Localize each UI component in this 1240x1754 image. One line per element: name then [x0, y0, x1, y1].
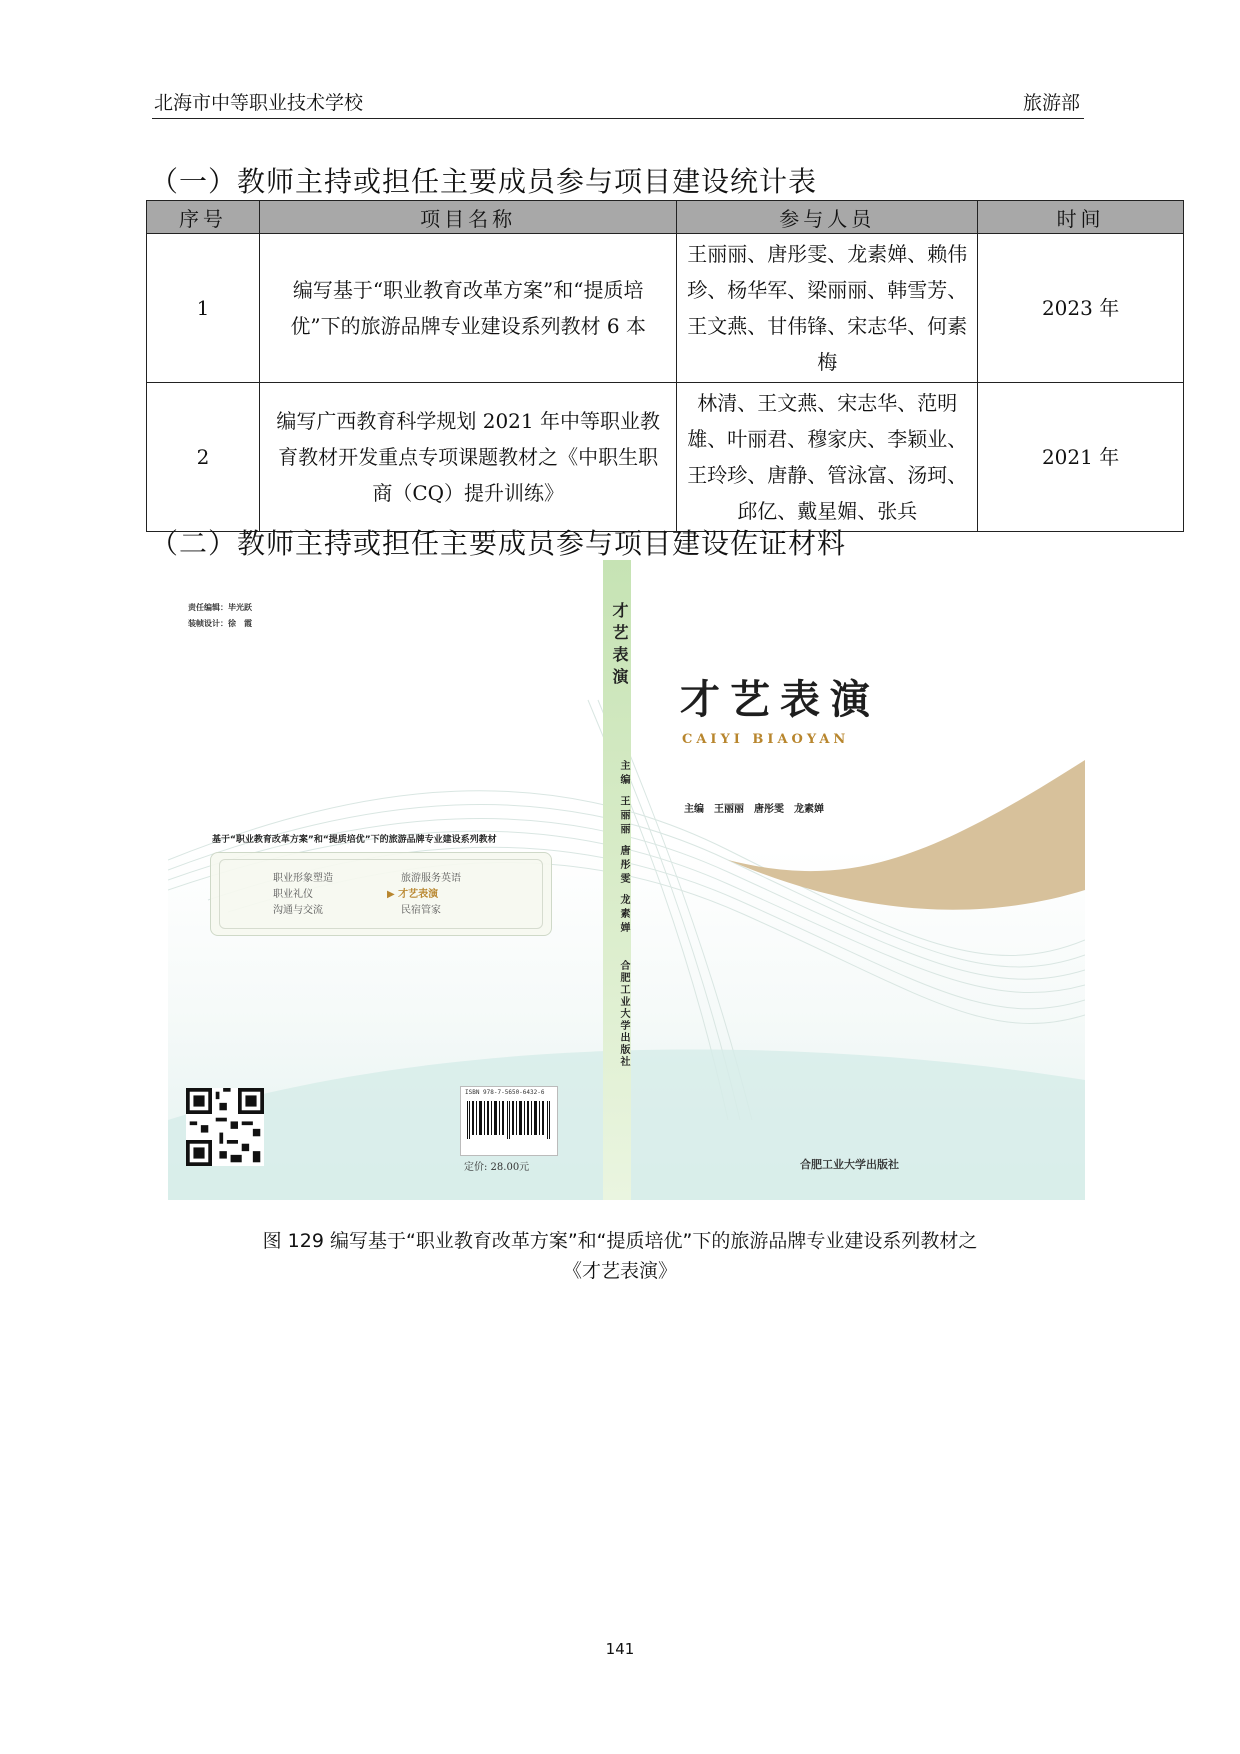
series-item: 职业礼仪 — [273, 889, 313, 900]
column-header-people: 参与人员 — [677, 201, 978, 234]
credit-editor: 责任编辑：毕光跃 — [188, 603, 252, 612]
column-header-time: 时间 — [978, 201, 1184, 234]
department-name: 旅游部 — [1022, 92, 1080, 114]
row-time: 2023 年 — [978, 234, 1184, 383]
row-time: 2021 年 — [978, 383, 1184, 532]
row-project-name: 编写广西教育科学规划 2021 年中等职业教育教材开发重点专项课题教材之《中职生职商（CQ）提升训练》 — [259, 383, 677, 532]
caption-line-1: 图 129 编写基于“职业教育改革方案”和“提质培优”下的旅游品牌专业建设系列教材之 — [262, 1230, 978, 1252]
isbn-barcode — [460, 1086, 558, 1156]
spine-publisher: 合肥工业大学出版社 — [618, 960, 629, 1068]
row-people: 林清、王文燕、宋志华、范明雄、叶丽君、穆家庆、李颖业、王玲珍、唐静、管泳富、汤珂、邱亿、戴星媚、张兵 — [677, 383, 978, 532]
row-people: 王丽丽、唐彤雯、龙素婵、赖伟珍、杨华军、梁丽丽、韩雪芳、王文燕、甘伟锋、宋志华、何素梅 — [677, 234, 978, 383]
book-editors: 主编 王丽丽 唐彤雯 龙素婵 — [684, 804, 824, 815]
table-row — [147, 234, 1184, 383]
page-number: 141 — [605, 1640, 635, 1658]
series-list-box — [210, 852, 552, 936]
series-item: 沟通与交流 — [273, 905, 323, 916]
book-subtitle: CAIYI BIAOYAN — [682, 732, 850, 747]
series-item: 职业形象塑造 — [273, 873, 333, 884]
section-2-title: （二）教师主持或担任主要成员参与项目建设佐证材料 — [150, 527, 847, 560]
spine-title: 才艺表演 — [610, 602, 629, 690]
row-project-name: 编写基于“职业教育改革方案”和“提质培优”下的旅游品牌专业建设系列教材 6 本 — [259, 234, 677, 383]
table-header-row — [147, 201, 1184, 234]
qr-code-icon — [186, 1088, 264, 1166]
caption-line-2: 《才艺表演》 — [562, 1260, 677, 1282]
book-price: 定价: 28.00元 — [464, 1162, 530, 1173]
section-1-title: （一）教师主持或担任主要成员参与项目建设统计表 — [150, 165, 818, 198]
series-item: 民宿管家 — [401, 905, 441, 916]
book-publisher: 合肥工业大学出版社 — [800, 1158, 899, 1171]
row-no: 2 — [147, 383, 260, 532]
isbn-number: ISBN 978-7-5650-6432-6 — [465, 1089, 545, 1096]
page-header — [152, 88, 1084, 119]
column-header-no: 序号 — [147, 201, 260, 234]
book-title: 才艺表演 — [680, 676, 880, 723]
book-spine — [603, 560, 631, 1200]
book-cover-image — [168, 560, 1085, 1200]
series-item: 旅游服务英语 — [401, 873, 461, 884]
series-list-frame — [219, 859, 543, 929]
barcode-icon — [467, 1101, 551, 1139]
school-name: 北海市中等职业技术学校 — [154, 92, 364, 114]
project-stats-table — [146, 200, 1184, 532]
cover-credits — [188, 600, 252, 632]
spine-editors: 主编 王丽丽 唐彤雯 龙素婵 — [618, 760, 629, 937]
row-no: 1 — [147, 234, 260, 383]
table-row — [147, 383, 1184, 532]
figure-caption — [150, 1226, 1090, 1286]
series-title: 基于“职业教育改革方案”和“提质培优”下的旅游品牌专业建设系列教材 — [212, 835, 497, 845]
series-item-active: ▶ 才艺表演 — [387, 889, 439, 900]
credit-designer: 装帧设计：徐 霞 — [188, 619, 252, 628]
column-header-name: 项目名称 — [259, 201, 677, 234]
